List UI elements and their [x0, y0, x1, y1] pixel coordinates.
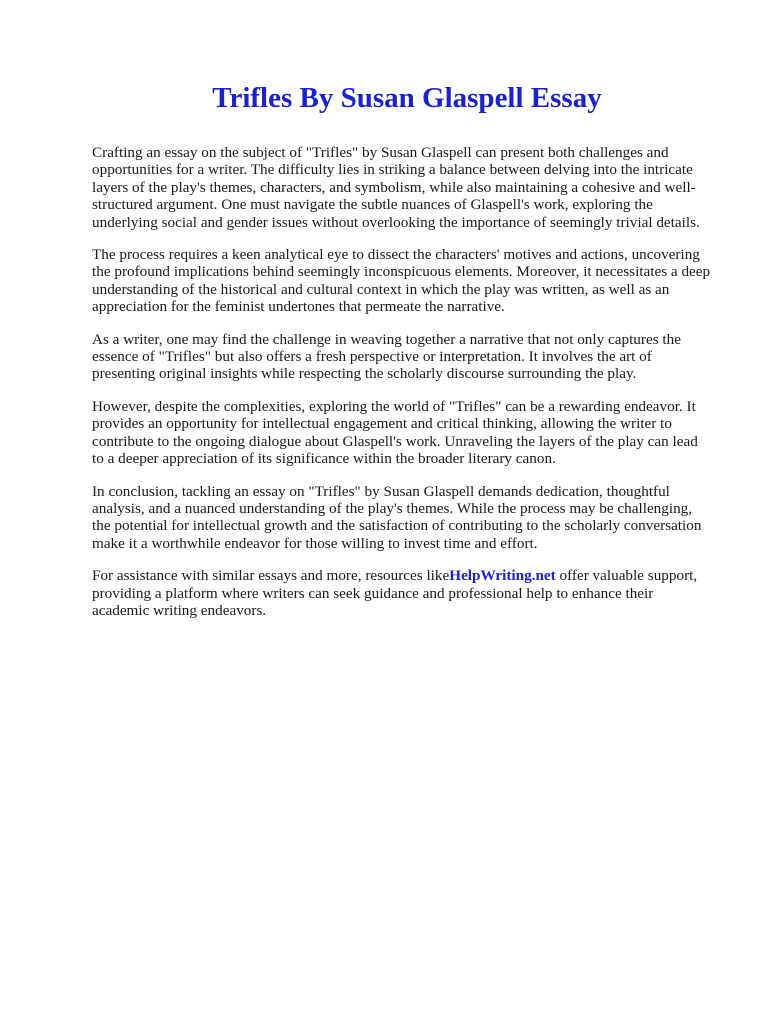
- closing-line-3: academic writing endeavors.: [92, 601, 267, 619]
- paragraph-line: provides an opportunity for intellectual engagement and critical thinking, allowing the writer to: [92, 415, 672, 433]
- paragraph-line: the potential for intellectual growth and the satisfaction of contributing to the scholarly conversation: [92, 517, 702, 535]
- paragraph-line: The process requires a keen analytical eye to dissect the characters' motives and actions, uncovering: [92, 246, 700, 264]
- paragraph-line: presenting original insights while respecting the scholarly discourse surrounding the play.: [92, 365, 637, 383]
- paragraph: [92, 398, 732, 468]
- paragraph-line: contribute to the ongoing dialogue about Glaspell's work. Unraveling the layers of the play can lead: [92, 432, 698, 450]
- paragraph-line: structured argument. One must navigate the subtle nuances of Glaspell's work, exploring the: [92, 196, 653, 214]
- closing-line-1: [92, 567, 732, 584]
- paragraph-line: layers of the play's themes, characters, and symbolism, while also maintaining a cohesive and well-: [92, 178, 696, 196]
- paragraph: [92, 144, 732, 231]
- closing-text-before-link: For assistance with similar essays and more, resources like: [92, 567, 450, 585]
- helpwriting-link[interactable]: HelpWriting.net: [449, 567, 556, 585]
- paragraph-line: analysis, and a nuanced understanding of the play's themes. While the process may be challenging,: [92, 499, 693, 517]
- paragraph-line: the profound implications behind seemingly inconspicuous elements. Moreover, it necessitates a deep: [92, 263, 711, 281]
- paragraph-line: As a writer, one may find the challenge in weaving together a narrative that not only captures the: [92, 330, 681, 348]
- paragraph-line: to a deeper appreciation of its significance within the broader literary canon.: [92, 450, 556, 468]
- paragraph-line: opportunities for a writer. The difficulty lies in striking a balance between delving into the intricate: [92, 161, 693, 179]
- paragraph-line: make it a worthwhile endeavor for those willing to invest time and effort.: [92, 534, 538, 552]
- paragraph-line: understanding of the historical and cultural context in which the play was written, as well as an: [92, 280, 670, 298]
- paragraph: [92, 246, 732, 316]
- paragraph-line: essence of "Trifles" but also offers a fresh perspective or interpretation. It involves the art of: [92, 348, 652, 366]
- paragraph-line: In conclusion, tackling an essay on "Trifles" by Susan Glaspell demands dedication, thoughtful: [92, 482, 670, 500]
- paragraph-line: underlying social and gender issues without overlooking the importance of seemingly trivial details.: [92, 213, 700, 231]
- closing-line-2: providing a platform where writers can seek guidance and professional help to enhance their: [92, 584, 654, 602]
- essay-body: [92, 144, 732, 634]
- closing-text-after-link: offer valuable support,: [555, 567, 698, 585]
- paragraph: [92, 483, 732, 553]
- paragraph-line: appreciation for the feminist undertones that permeate the narrative.: [92, 298, 505, 316]
- closing-paragraph: [92, 567, 732, 619]
- paragraph: [92, 331, 732, 383]
- paragraph-line: Crafting an essay on the subject of "Trifles" by Susan Glaspell can present both challenges and: [92, 144, 669, 161]
- page-title: Trifles By Susan Glaspell Essay: [212, 82, 602, 114]
- paragraph-list: [92, 144, 732, 552]
- paragraph-line: However, despite the complexities, exploring the world of "Trifles" can be a rewarding endeavor. It: [92, 397, 696, 415]
